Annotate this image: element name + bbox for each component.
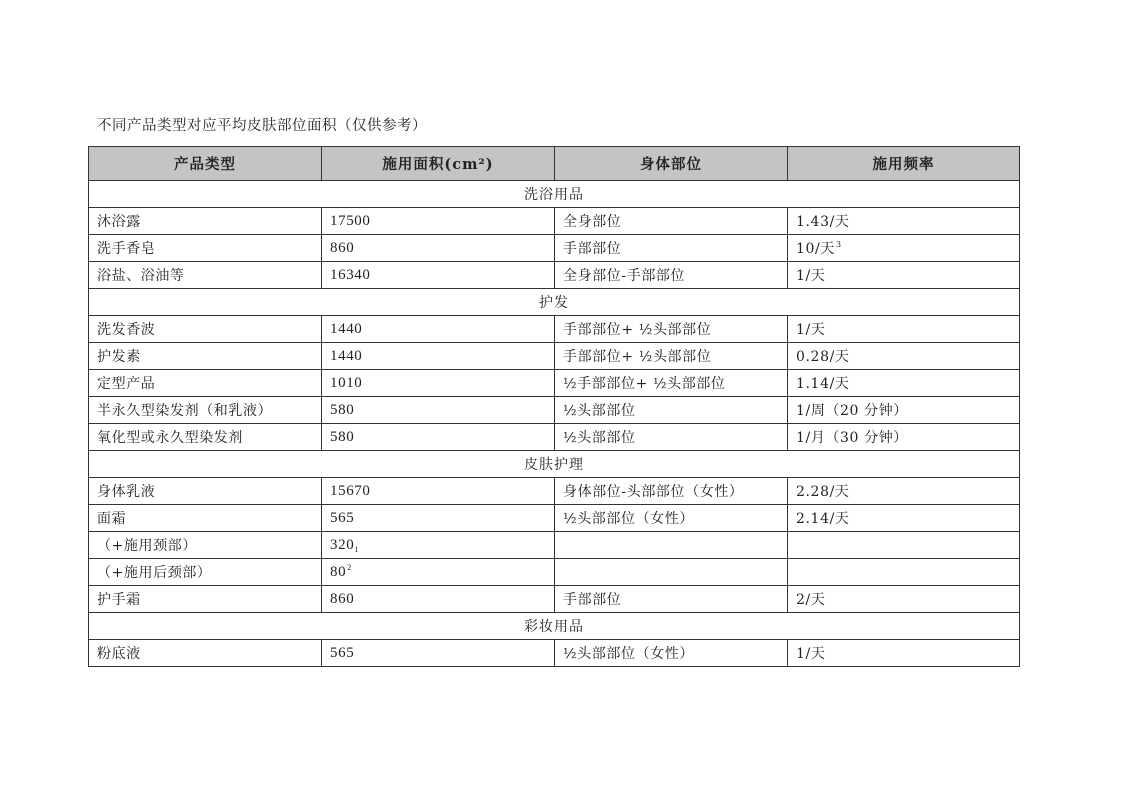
header-product-type: 产品类型 [89, 147, 322, 181]
section-title: 洗浴用品 [89, 181, 1020, 208]
cell-area: 860 [322, 586, 555, 613]
cell-product-type: 护手霜 [89, 586, 322, 613]
cell-frequency: 0.28/天 [788, 343, 1020, 370]
table-row [89, 586, 1020, 613]
cell-body-part: 手部部位 [555, 586, 788, 613]
table-caption: 不同产品类型对应平均皮肤部位面积（仅供参考） [97, 118, 427, 134]
cell-product-type: 定型产品 [89, 370, 322, 397]
cell-body-part: ½头部部位 [555, 424, 788, 451]
footnote-mark: 1 [354, 544, 359, 554]
cell-frequency: 2/天 [788, 586, 1020, 613]
cell-area: 1010 [322, 370, 555, 397]
cell-area: 15670 [322, 478, 555, 505]
cell-area: 565 [322, 505, 555, 532]
cell-product-type: 身体乳液 [89, 478, 322, 505]
cell-frequency: 2.14/天 [788, 505, 1020, 532]
cell-body-part [555, 559, 788, 586]
header-body-part: 身体部位 [555, 147, 788, 181]
cell-body-part: ½手部部位+ ½头部部位 [555, 370, 788, 397]
cell-area: $80^2$ [322, 559, 555, 586]
cell-product-type: （+施用颈部） [89, 532, 322, 559]
cell-product-type: 半永久型染发剂（和乳液） [89, 397, 322, 424]
header-frequency: 施用频率 [788, 147, 1020, 181]
cell-area: 580 [322, 397, 555, 424]
table-row [89, 235, 1020, 262]
cell-frequency: 1/天 [788, 316, 1020, 343]
cell-product-type: 氧化型或永久型染发剂 [89, 424, 322, 451]
cell-product-type: 沐浴露 [89, 208, 322, 235]
table-row [89, 397, 1020, 424]
section-title: 皮肤护理 [89, 451, 1020, 478]
section-row-bath [89, 181, 1020, 208]
table-row [89, 424, 1020, 451]
table-row [89, 559, 1020, 586]
table-row [89, 478, 1020, 505]
cell-area: 565 [322, 640, 555, 667]
cell-body-part: ½头部部位 [555, 397, 788, 424]
section-row-hair [89, 289, 1020, 316]
cell-product-type: 护发素 [89, 343, 322, 370]
cell-frequency: 1/天 [788, 640, 1020, 667]
cell-body-part: 全身部位 [555, 208, 788, 235]
cell-area: 17500 [322, 208, 555, 235]
table-row [89, 343, 1020, 370]
cell-frequency: 1/周（20 分钟） [788, 397, 1020, 424]
section-title: 护发 [89, 289, 1020, 316]
footnote-mark: 2 [347, 563, 352, 572]
cell-area: 1440 [322, 316, 555, 343]
footnote-mark: 3 [835, 240, 842, 249]
cell-body-part: 手部部位+ ½头部部位 [555, 343, 788, 370]
cell-product-type: 粉底液 [89, 640, 322, 667]
cell-product-type: 面霜 [89, 505, 322, 532]
cell-product-type: 洗发香波 [89, 316, 322, 343]
cell-area: 1440 [322, 343, 555, 370]
cell-area: 860 [322, 235, 555, 262]
cell-body-part: ½头部部位（女性） [555, 640, 788, 667]
cell-frequency: 2.28/天 [788, 478, 1020, 505]
cell-frequency [788, 559, 1020, 586]
cell-frequency: 1.43/天 [788, 208, 1020, 235]
table-header-row [89, 147, 1020, 181]
table-row [89, 640, 1020, 667]
table-row [89, 208, 1020, 235]
cell-body-part: 全身部位-手部部位 [555, 262, 788, 289]
cell-area: 580 [322, 424, 555, 451]
table-row [89, 505, 1020, 532]
cell-frequency: 1.14/天 [788, 370, 1020, 397]
cell-body-part: 手部部位 [555, 235, 788, 262]
table-row [89, 316, 1020, 343]
cell-body-part: ½头部部位（女性） [555, 505, 788, 532]
cell-body-part [555, 532, 788, 559]
cell-frequency: 1/月（30 分钟） [788, 424, 1020, 451]
cell-product-type: 浴盐、浴油等 [89, 262, 322, 289]
section-row-skincare [89, 451, 1020, 478]
skin-area-table [88, 146, 1020, 667]
cell-product-type: 洗手香皂 [89, 235, 322, 262]
cell-body-part: 手部部位+ ½头部部位 [555, 316, 788, 343]
cell-frequency: 10/天$^3$ [788, 235, 1020, 262]
table-row [89, 532, 1020, 559]
cell-area: $320_1$ [322, 532, 555, 559]
table-row [89, 262, 1020, 289]
cell-frequency [788, 532, 1020, 559]
section-row-makeup [89, 613, 1020, 640]
cell-product-type: （+施用后颈部） [89, 559, 322, 586]
section-title: 彩妆用品 [89, 613, 1020, 640]
cell-body-part: 身体部位-头部部位（女性） [555, 478, 788, 505]
table-row [89, 370, 1020, 397]
cell-frequency: 1/天 [788, 262, 1020, 289]
cell-area: 16340 [322, 262, 555, 289]
header-area: 施用面积(cm²) [322, 147, 555, 181]
